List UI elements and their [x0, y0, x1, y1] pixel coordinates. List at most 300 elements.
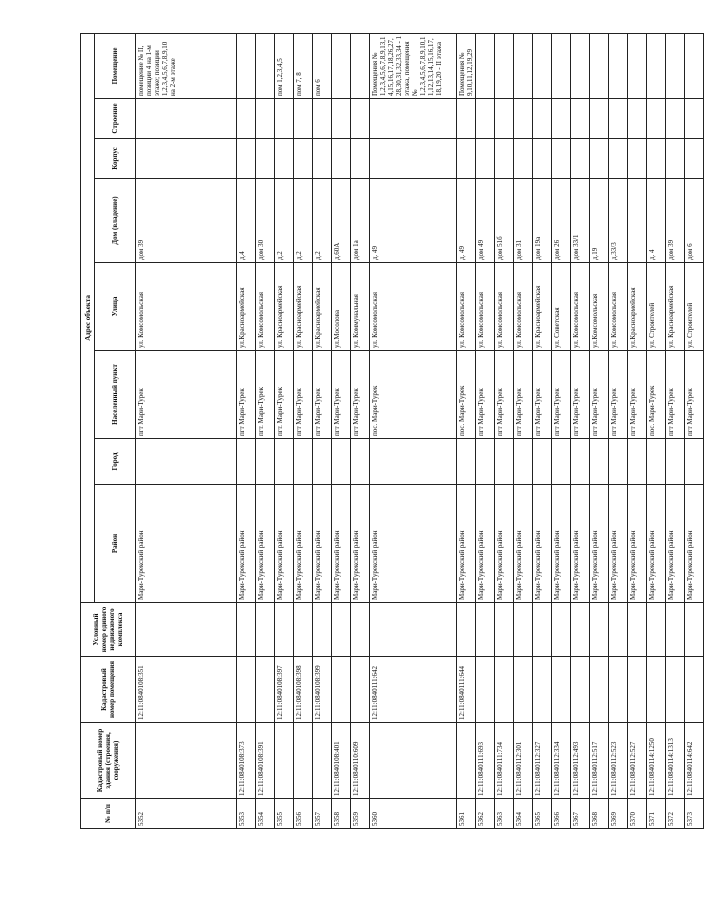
cell-district: Мари-Турекский район — [256, 485, 275, 603]
cell-house: дом 33/1 — [571, 179, 590, 263]
cell-num: 5353 — [237, 799, 256, 829]
cell-cad-room — [609, 657, 628, 723]
cell-room — [590, 33, 609, 98]
table-row — [136, 33, 237, 828]
header-cad-building: Кадастровый номер здания (строения, сооружения) — [81, 723, 136, 799]
cell-korpus — [476, 139, 495, 179]
cell-street: ул. Комсомольская — [571, 263, 590, 351]
cell-district: Мари-Турекский район — [351, 485, 370, 603]
cell-cond-num — [552, 603, 571, 657]
header-korpus: Корпус — [95, 139, 136, 179]
cell-house: д. 49 — [370, 179, 457, 263]
cell-street: ул.Красноармейская — [237, 263, 256, 351]
cell-cad-building: 12:11:0840114:1250 — [647, 723, 666, 799]
cell-room — [256, 33, 275, 98]
cell-cad-room: 12:11:0840111:644 — [457, 657, 476, 723]
cell-district: Мари-Турекский район — [294, 485, 313, 603]
cell-district: Мари-Турекский район — [666, 485, 685, 603]
cell-cond-num — [495, 603, 514, 657]
cell-locality: пос. Мари-Турек — [457, 351, 476, 439]
table-row — [351, 33, 370, 828]
registry-table — [80, 33, 704, 829]
cell-district: Мари-Турекский район — [332, 485, 351, 603]
cell-district: Мари-Турекский район — [571, 485, 590, 603]
cell-cad-room: 12:11:0840111:642 — [370, 657, 457, 723]
cell-locality: пгт Мари-Турек — [609, 351, 628, 439]
cell-num: 5371 — [647, 799, 666, 829]
cell-street: ул. Комсомольская — [457, 263, 476, 351]
header-house: Дом (владение) — [95, 179, 136, 263]
cell-korpus — [552, 139, 571, 179]
cell-room — [495, 33, 514, 98]
cell-room: пом 7, 8 — [294, 33, 313, 98]
cell-stroenie — [136, 99, 237, 139]
cell-num: 5373 — [685, 799, 704, 829]
cell-city — [628, 439, 647, 485]
cell-house: д. 49 — [457, 179, 476, 263]
cell-num: 5362 — [476, 799, 495, 829]
cell-locality: пгт. Мари-Турек — [256, 351, 275, 439]
cell-stroenie — [313, 99, 332, 139]
cell-cad-building: 12:11:0840112:493 — [571, 723, 590, 799]
cell-room — [552, 33, 571, 98]
cell-stroenie — [609, 99, 628, 139]
cell-cad-building: 12:11:0840108:391 — [256, 723, 275, 799]
cell-room — [533, 33, 552, 98]
cell-district: Мари-Турекский район — [647, 485, 666, 603]
cell-num: 5355 — [275, 799, 294, 829]
cell-room — [609, 33, 628, 98]
cell-stroenie — [237, 99, 256, 139]
cell-stroenie — [351, 99, 370, 139]
cell-korpus — [647, 139, 666, 179]
cell-korpus — [313, 139, 332, 179]
cell-locality: пгт Мари-Турек — [136, 351, 237, 439]
cell-korpus — [256, 139, 275, 179]
cell-district: Мари-Турекский район — [552, 485, 571, 603]
cell-street: ул. Комсомольская — [256, 263, 275, 351]
cell-num: 5359 — [351, 799, 370, 829]
cell-cad-building: 12:11:0840112:334 — [552, 723, 571, 799]
cell-city — [332, 439, 351, 485]
cell-korpus — [275, 139, 294, 179]
cell-cond-num — [370, 603, 457, 657]
cell-stroenie — [514, 99, 533, 139]
table-row — [313, 33, 332, 828]
cell-city — [533, 439, 552, 485]
cell-cad-building — [313, 723, 332, 799]
cell-korpus — [294, 139, 313, 179]
cell-house: дом 19а — [533, 179, 552, 263]
cell-district: Мари-Турекский район — [685, 485, 704, 603]
cell-city — [294, 439, 313, 485]
cell-room — [514, 33, 533, 98]
cell-city — [136, 439, 237, 485]
cell-cond-num — [514, 603, 533, 657]
cell-cad-building: 12:11:0840114:642 — [685, 723, 704, 799]
cell-num: 5368 — [590, 799, 609, 829]
cell-house: д. 4 — [647, 179, 666, 263]
cell-stroenie — [495, 99, 514, 139]
header-room: Помещение — [95, 33, 136, 98]
cell-city — [351, 439, 370, 485]
cell-locality: пгт Мари-Турек — [590, 351, 609, 439]
table-row — [514, 33, 533, 828]
cell-city — [685, 439, 704, 485]
cell-city — [237, 439, 256, 485]
cell-street: ул. Красноармейская — [294, 263, 313, 351]
cell-cad-room — [351, 657, 370, 723]
cell-locality: пгт Мари-Турек — [237, 351, 256, 439]
cell-locality: пгт Мари-Турек — [571, 351, 590, 439]
cell-cond-num — [351, 603, 370, 657]
cell-locality: пгт Мари-Турек — [351, 351, 370, 439]
table-row — [552, 33, 571, 828]
cell-num: 5352 — [136, 799, 237, 829]
table-row — [476, 33, 495, 828]
cell-cad-building: 12:11:0840112:517 — [590, 723, 609, 799]
cell-korpus — [136, 139, 237, 179]
cell-stroenie — [275, 99, 294, 139]
cell-cond-num — [571, 603, 590, 657]
cell-city — [476, 439, 495, 485]
cell-cad-room — [571, 657, 590, 723]
cell-district: Мари-Турекский район — [495, 485, 514, 603]
cell-locality: пгт Мари-Турек — [666, 351, 685, 439]
cell-korpus — [628, 139, 647, 179]
cell-room: Помещения № 9,10,11,12,19,29 — [457, 33, 476, 98]
cell-room — [685, 33, 704, 98]
cell-cond-num — [666, 603, 685, 657]
cell-stroenie — [370, 99, 457, 139]
cell-locality: пгт Мари-Турек — [313, 351, 332, 439]
cell-city — [514, 439, 533, 485]
cell-city — [370, 439, 457, 485]
cell-stroenie — [647, 99, 666, 139]
cell-cad-building — [136, 723, 237, 799]
cell-num: 5367 — [571, 799, 590, 829]
cell-num: 5363 — [495, 799, 514, 829]
cell-cond-num — [313, 603, 332, 657]
cell-house: д.33/3 — [609, 179, 628, 263]
cell-district: Мари-Турекский район — [457, 485, 476, 603]
cell-cad-room: 12:11:0840108:397 — [275, 657, 294, 723]
cell-cad-building: 12:11:0840112:527 — [628, 723, 647, 799]
cell-cond-num — [275, 603, 294, 657]
cell-cad-room — [533, 657, 552, 723]
cell-city — [313, 439, 332, 485]
cell-cad-room — [647, 657, 666, 723]
cell-korpus — [533, 139, 552, 179]
cell-locality: пгт Мари-Турек — [332, 351, 351, 439]
cell-korpus — [514, 139, 533, 179]
cell-stroenie — [552, 99, 571, 139]
cell-cond-num — [332, 603, 351, 657]
cell-district: Мари-Турекский район — [609, 485, 628, 603]
cell-cad-room — [237, 657, 256, 723]
table-row — [685, 33, 704, 828]
cell-locality: пгт Мари-Турек — [552, 351, 571, 439]
cell-locality: пгт Мари-Турек — [294, 351, 313, 439]
header-cond-num: Условный номер единого недвижимого комплекса — [81, 603, 136, 657]
cell-stroenie — [685, 99, 704, 139]
cell-cad-room — [685, 657, 704, 723]
cell-house: дом 39 — [666, 179, 685, 263]
cell-korpus — [351, 139, 370, 179]
cell-house: дом 1а — [351, 179, 370, 263]
cell-cad-room — [666, 657, 685, 723]
cell-city — [275, 439, 294, 485]
cell-stroenie — [571, 99, 590, 139]
cell-num: 5370 — [628, 799, 647, 829]
table-row — [237, 33, 256, 828]
cell-street: ул. Строителей — [685, 263, 704, 351]
header-cad-room: Кадастровый номер помещения — [81, 657, 136, 723]
cell-city — [571, 439, 590, 485]
cell-street: ул.Комсомольская — [590, 263, 609, 351]
cell-stroenie — [476, 99, 495, 139]
cell-stroenie — [628, 99, 647, 139]
cell-cad-room: 12:11:0840108:398 — [294, 657, 313, 723]
cell-locality: пгт Мари-Турек — [476, 351, 495, 439]
cell-house: дом 6 — [685, 179, 704, 263]
cell-room: пом 6 — [313, 33, 332, 98]
cell-house: дом 39 — [136, 179, 237, 263]
cell-num: 5354 — [256, 799, 275, 829]
cell-korpus — [666, 139, 685, 179]
cell-num: 5356 — [294, 799, 313, 829]
cell-district: Мари-Турекский район — [514, 485, 533, 603]
cell-locality: пос. Мари-Турек — [647, 351, 666, 439]
cell-street: ул. Коммунальная — [351, 263, 370, 351]
cell-cad-building: 12:11:0840110:609 — [351, 723, 370, 799]
cell-cond-num — [685, 603, 704, 657]
cell-street: ул. Комсомольская — [136, 263, 237, 351]
cell-district: Мари-Турекский район — [533, 485, 552, 603]
cell-cond-num — [294, 603, 313, 657]
cell-cond-num — [457, 603, 476, 657]
table-row — [609, 33, 628, 828]
cell-korpus — [457, 139, 476, 179]
cell-locality: пгт. Мари-Турек — [275, 351, 294, 439]
cell-house: д.2 — [294, 179, 313, 263]
cell-locality: пгт Мари-Турек — [514, 351, 533, 439]
cell-num: 5358 — [332, 799, 351, 829]
header-stroenie: Строение — [95, 99, 136, 139]
cell-street: ул.Красноармейская — [628, 263, 647, 351]
cell-district: Мари-Турекский район — [370, 485, 457, 603]
cell-num: 5365 — [533, 799, 552, 829]
cell-room: Помещения № 1,2,3,4,5,6,7,8,9,13,14,15,16,17,18,26,27,28,30,31,32,33,34 - 1 этажа, помещения № 1,2,3,4,5,6,7,8,9,10,11,12,13,14,15,16,17,18,19,20 - II этажа — [370, 33, 457, 98]
cell-room — [237, 33, 256, 98]
cell-house: дом 31 — [514, 179, 533, 263]
table-row — [628, 33, 647, 828]
cell-cad-room — [552, 657, 571, 723]
cell-street: ул. Комсомольская — [476, 263, 495, 351]
cell-house — [628, 179, 647, 263]
cell-cond-num — [609, 603, 628, 657]
header-district: Район — [95, 485, 136, 603]
table-row — [590, 33, 609, 828]
cell-korpus — [237, 139, 256, 179]
cell-street: ул. Комсомольская — [495, 263, 514, 351]
cell-house: д.4 — [237, 179, 256, 263]
header-street: Улица — [95, 263, 136, 351]
cell-cad-building: 12:11:0840108:401 — [332, 723, 351, 799]
table-row — [666, 33, 685, 828]
table-row — [275, 33, 294, 828]
table-row — [647, 33, 666, 828]
cell-cad-building: 12:11:0840114:1313 — [666, 723, 685, 799]
cell-city — [666, 439, 685, 485]
table-row — [332, 33, 351, 828]
table-row — [294, 33, 313, 828]
cell-stroenie — [332, 99, 351, 139]
cell-street: ул.Мосолова — [332, 263, 351, 351]
cell-house: д.2 — [313, 179, 332, 263]
cell-room — [628, 33, 647, 98]
cell-district: Мари-Турекский район — [590, 485, 609, 603]
cell-house: дом 51б — [495, 179, 514, 263]
cell-locality: пгт Мари-Турек — [533, 351, 552, 439]
cell-cad-room — [514, 657, 533, 723]
cell-stroenie — [256, 99, 275, 139]
cell-cad-building — [370, 723, 457, 799]
cell-district: Мари-Турекский район — [275, 485, 294, 603]
cell-room — [666, 33, 685, 98]
cell-cad-room — [628, 657, 647, 723]
cell-cad-room — [495, 657, 514, 723]
header-locality: Населенный пункт — [95, 351, 136, 439]
cell-cad-building: 12:11:0840108:373 — [237, 723, 256, 799]
cell-stroenie — [590, 99, 609, 139]
cell-stroenie — [294, 99, 313, 139]
cell-city — [552, 439, 571, 485]
cell-house: д.2 — [275, 179, 294, 263]
cell-cad-building — [275, 723, 294, 799]
table-row — [495, 33, 514, 828]
cell-street: ул. Комсомольская — [370, 263, 457, 351]
cell-cond-num — [628, 603, 647, 657]
cell-city — [457, 439, 476, 485]
cell-cad-room: 12:11:0840108:399 — [313, 657, 332, 723]
cell-cad-room — [476, 657, 495, 723]
cell-cad-room — [256, 657, 275, 723]
cell-house: д.19 — [590, 179, 609, 263]
cell-street: ул. Советская — [552, 263, 571, 351]
cell-street: ул. Красноармейская — [533, 263, 552, 351]
cell-cad-building — [294, 723, 313, 799]
cell-cad-building: 12:11:0840112:327 — [533, 723, 552, 799]
cell-cond-num — [256, 603, 275, 657]
cell-cond-num — [136, 603, 237, 657]
cell-locality: пгт Мари-Турек — [628, 351, 647, 439]
cell-room — [571, 33, 590, 98]
cell-korpus — [609, 139, 628, 179]
cell-stroenie — [533, 99, 552, 139]
header-num: № п/п — [81, 799, 136, 829]
cell-korpus — [571, 139, 590, 179]
cell-korpus — [370, 139, 457, 179]
cell-korpus — [495, 139, 514, 179]
cell-house: дом 30 — [256, 179, 275, 263]
cell-num: 5372 — [666, 799, 685, 829]
cell-stroenie — [457, 99, 476, 139]
cell-locality: пгт Мари-Турек — [685, 351, 704, 439]
cell-korpus — [685, 139, 704, 179]
table-row — [457, 33, 476, 828]
table-row — [256, 33, 275, 828]
cell-room — [332, 33, 351, 98]
header-city: Город — [95, 439, 136, 485]
cell-city — [256, 439, 275, 485]
cell-cad-room — [590, 657, 609, 723]
cell-room: помещение № II, позиции 4 на 1-м этаже; позиции 1,2,3,4,5,6,7,8,9,10 на 2-м этаже — [136, 33, 237, 98]
cell-cad-building — [457, 723, 476, 799]
cell-korpus — [332, 139, 351, 179]
cell-street: ул. Строителей — [647, 263, 666, 351]
cell-city — [609, 439, 628, 485]
cell-cond-num — [237, 603, 256, 657]
cell-street: ул. Комсомольская — [514, 263, 533, 351]
cell-cad-building: 12:11:0840112:301 — [514, 723, 533, 799]
cell-num: 5361 — [457, 799, 476, 829]
cell-street: ул. Красноармейская — [666, 263, 685, 351]
cell-num: 5357 — [313, 799, 332, 829]
cell-city — [495, 439, 514, 485]
cell-stroenie — [666, 99, 685, 139]
cell-district: Мари-Турекский район — [628, 485, 647, 603]
cell-cad-building: 12:11:0840112:523 — [609, 723, 628, 799]
cell-room: пом 1,2,3,4,5 — [275, 33, 294, 98]
table-row — [571, 33, 590, 828]
cell-district: Мари-Турекский район — [476, 485, 495, 603]
cell-house: д.60А — [332, 179, 351, 263]
cell-num: 5364 — [514, 799, 533, 829]
cell-korpus — [590, 139, 609, 179]
cell-city — [647, 439, 666, 485]
cell-cad-room — [332, 657, 351, 723]
cell-cad-building: 12:11:0840111:693 — [476, 723, 495, 799]
cell-district: Мари-Турекский район — [136, 485, 237, 603]
cell-street: ул. Красноармейская — [275, 263, 294, 351]
cell-room — [476, 33, 495, 98]
cell-room — [647, 33, 666, 98]
cell-cad-building: 12:11:0840111:734 — [495, 723, 514, 799]
cell-room — [351, 33, 370, 98]
cell-cond-num — [647, 603, 666, 657]
cell-num: 5369 — [609, 799, 628, 829]
cell-cond-num — [533, 603, 552, 657]
cell-street: ул.Красноармейская — [313, 263, 332, 351]
cell-cond-num — [590, 603, 609, 657]
cell-cad-room: 12:11:0840108:351 — [136, 657, 237, 723]
cell-locality: пос. Мари-Турек — [370, 351, 457, 439]
cell-house: дом 49 — [476, 179, 495, 263]
cell-district: Мари-Турекский район — [313, 485, 332, 603]
table-row — [370, 33, 457, 828]
table-row — [533, 33, 552, 828]
cell-locality: пгт Мари-Турек — [495, 351, 514, 439]
cell-cond-num — [476, 603, 495, 657]
cell-house: дом 26 — [552, 179, 571, 263]
cell-district: Мари-Турекский район — [237, 485, 256, 603]
cell-city — [590, 439, 609, 485]
cell-num: 5366 — [552, 799, 571, 829]
cell-num: 5360 — [370, 799, 457, 829]
rotated-page — [80, 34, 694, 829]
cell-street: ул. Комсомольская — [609, 263, 628, 351]
